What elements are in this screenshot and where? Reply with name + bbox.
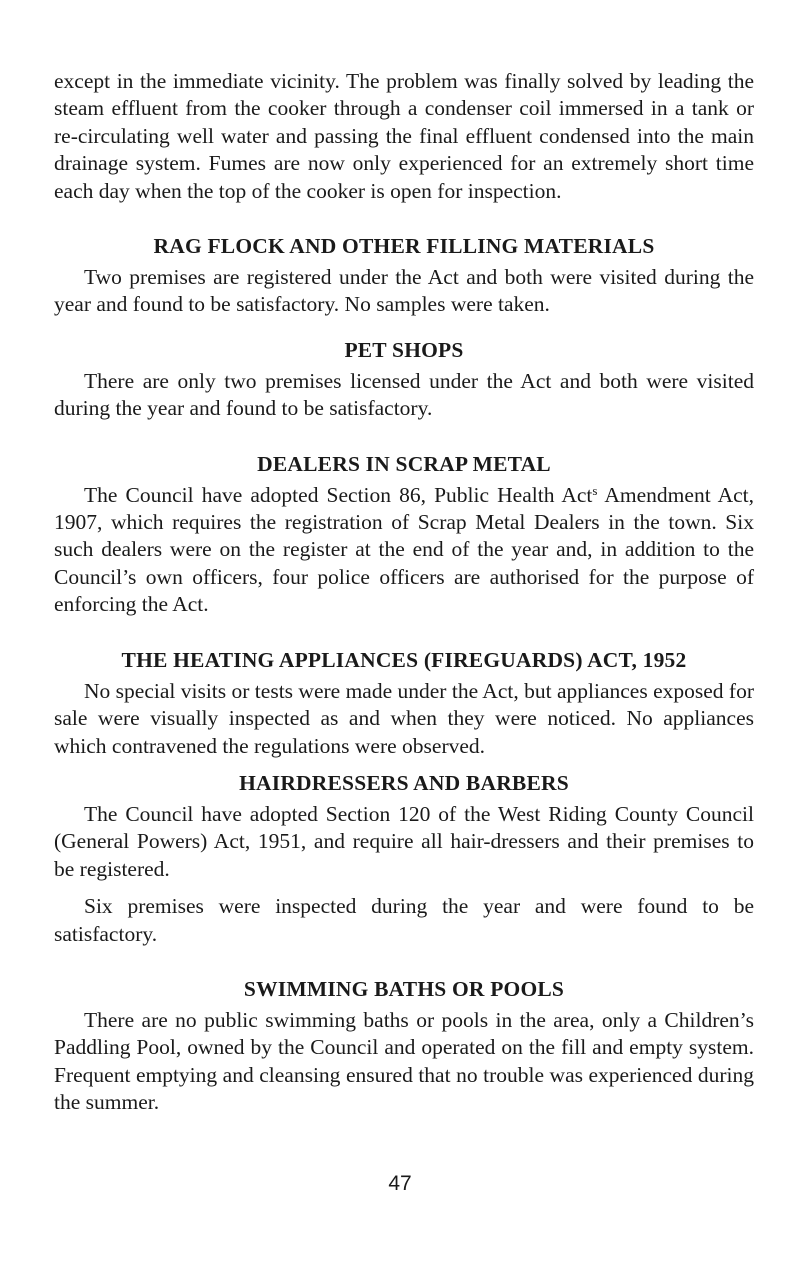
paragraph-rag-flock: Two premises are registered under the Act and both were visited during the year and found to be satisfactory. No samples were taken.: [54, 265, 754, 317]
page-number: 47: [388, 1172, 412, 1195]
heading-pet-shops: PET SHOPS: [344, 337, 464, 362]
document-page: [54, 68, 754, 1117]
heading-heating-appliances: THE HEATING APPLIANCES (FIREGUARDS) ACT, 1952: [121, 647, 687, 672]
heading-hairdressers: HAIRDRESSERS AND BARBERS: [239, 770, 569, 795]
scrap-metal-text-end: Amendment Act, 1907, which requires the registration of Scrap Metal Dealers in the town. Six such dealers were on the register at the end of the year and, in addition to the Council’s own officers, four police officers are authorised for the purpose of enforcing the Act.: [54, 482, 754, 617]
heading-swimming: SWIMMING BATHS OR POOLS: [243, 976, 565, 1001]
paragraph-swimming: There are no public swimming baths or pools in the area, only a Children’s Paddling Pool, owned by the Council and operated on the fill and empty system. Frequent emptying and cleansing ensured that no trouble was experienced during the summer.: [54, 1007, 754, 1115]
paragraph-hairdressers-2: Six premises were inspected during the year and were found to be satisfactory.: [54, 894, 754, 946]
heading-scrap-metal: DEALERS IN SCRAP METAL: [257, 451, 551, 476]
intro-paragraph: except in the immediate vicinity. The problem was finally solved by leading the steam effluent from the cooker through a condenser coil immersed in a tank or re-circulating well water and passing the final effluent condensed into the main drainage system. Fumes are now only experienced for an extremely short time each day when the top of the cooker is open for inspection.: [54, 69, 754, 203]
scrap-metal-superscript: s: [592, 482, 598, 498]
paragraph-scrap-metal: [54, 482, 754, 619]
paragraph-pet-shops: There are only two premises licensed under the Act and both were visited during the year and found to be satisfactory.: [54, 368, 754, 421]
paragraph-heating-appliances: No special visits or tests were made under the Act, but appliances exposed for sale were visually inspected as and when they were noticed. No appliances which contravened the regulations were observed.: [54, 678, 754, 758]
paragraph-hairdressers-1: The Council have adopted Section 120 of the West Riding County Council (General Powers) Act, 1951, and require all hair-dressers and their premises to be registered.: [54, 801, 754, 881]
heading-rag-flock: RAG FLOCK AND OTHER FILLING MATERIALS: [153, 234, 655, 259]
scrap-metal-text-start: The Council have adopted Section 86, Public Health Act: [84, 482, 593, 507]
